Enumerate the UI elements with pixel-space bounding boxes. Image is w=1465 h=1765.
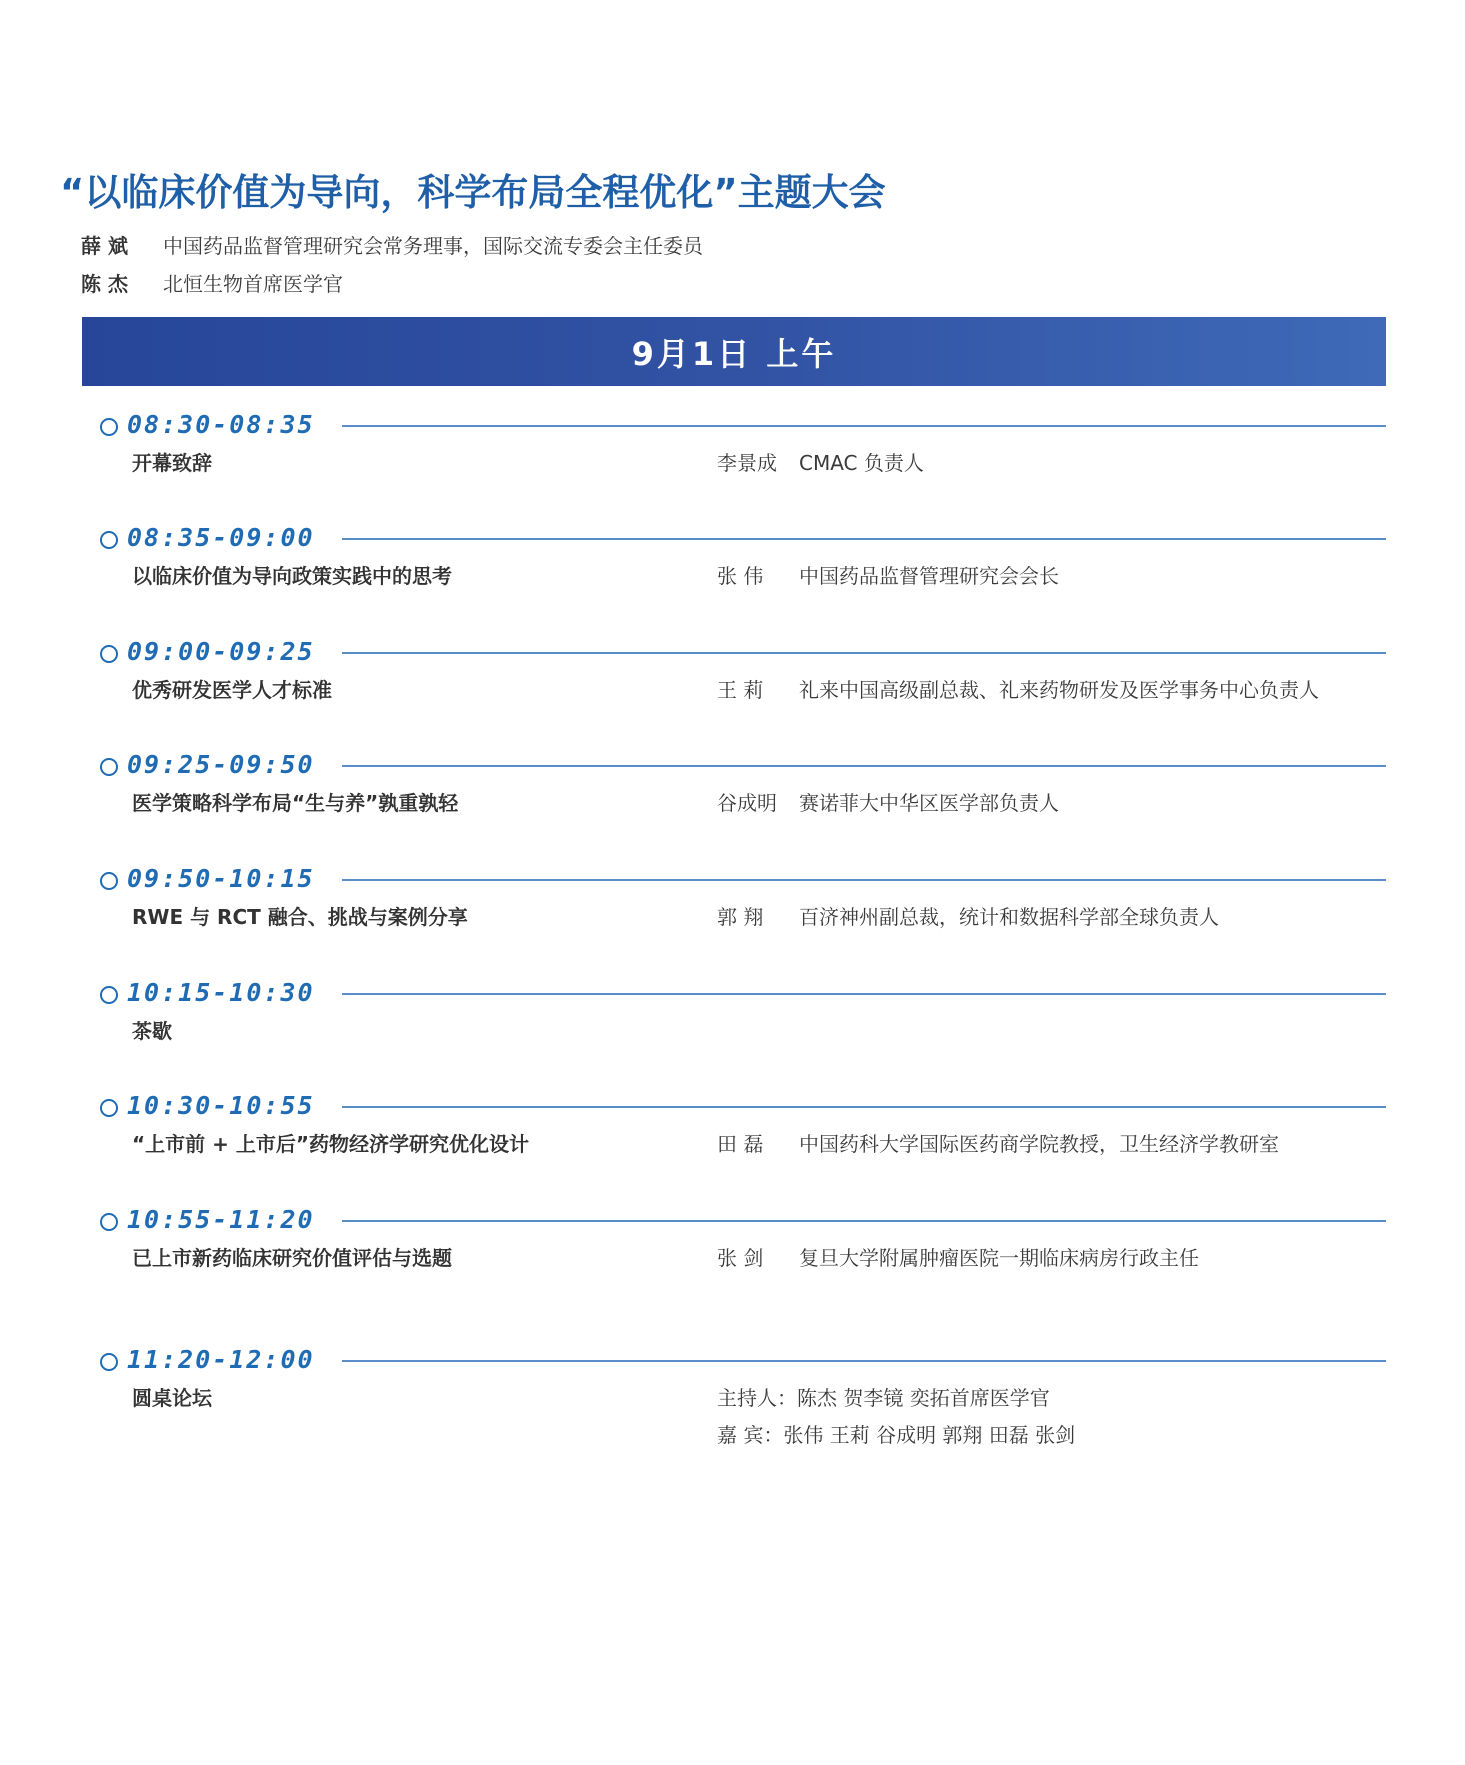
chair-name: 陈 杰	[81, 272, 128, 296]
session-guests	[717, 1419, 1075, 1448]
session-item	[0, 523, 1465, 626]
chair-role: 北恒生物首席医学官	[163, 272, 343, 296]
chair-name: 薛 斌	[81, 234, 128, 258]
speaker-title: 中国药品监督管理研究会会长	[799, 564, 1059, 588]
speaker-title: 中国药科大学国际医药商学院教授，卫生经济学教研室	[799, 1132, 1279, 1156]
divider	[342, 1220, 1386, 1222]
page-title: “以临床价值为导向，科学布局全程优化”主题大会	[60, 171, 886, 214]
session-topic: “上市前 + 上市后”药物经济学研究优化设计	[132, 1132, 529, 1156]
session-topic: 圆桌论坛	[132, 1386, 212, 1410]
session-item	[0, 750, 1465, 853]
circle-marker-icon	[100, 418, 118, 436]
speaker-title: 复旦大学附属肿瘤医院一期临床病房行政主任	[799, 1246, 1199, 1270]
divider	[342, 1360, 1386, 1362]
session-topic: 优秀研发医学人才标准	[132, 678, 332, 702]
circle-marker-icon	[100, 1099, 118, 1117]
speaker-title: 赛诺菲大中华区医学部负责人	[799, 791, 1059, 815]
divider	[342, 538, 1386, 540]
session-item	[0, 637, 1465, 740]
session-topic: 茶歇	[132, 1019, 172, 1043]
session-time: 10:30-10:55	[127, 1091, 315, 1120]
speaker-name: 张 伟	[717, 564, 764, 588]
divider	[342, 993, 1386, 995]
host-label: 主持人：	[717, 1386, 797, 1410]
day-banner-label: 9月1日 上午	[631, 334, 837, 373]
chair-row-1	[81, 230, 703, 259]
guests-names: 张伟 王莉 谷成明 郭翔 田磊 张剑	[783, 1423, 1076, 1447]
speaker-title: 礼来中国高级副总裁、礼来药物研发及医学事务中心负责人	[799, 678, 1319, 702]
session-topic: 以临床价值为导向政策实践中的思考	[132, 564, 452, 588]
chair-role: 中国药品监督管理研究会常务理事，国际交流专委会主任委员	[163, 234, 703, 258]
divider	[342, 652, 1386, 654]
speaker-name: 郭 翔	[717, 905, 764, 929]
speaker-name: 田 磊	[717, 1132, 764, 1156]
circle-marker-icon	[100, 645, 118, 663]
divider	[342, 1106, 1386, 1108]
speaker-name: 张 剑	[717, 1246, 764, 1270]
session-time: 10:55-11:20	[127, 1205, 315, 1234]
host-names: 陈杰 贺李镜 奕拓首席医学官	[797, 1386, 1050, 1410]
session-item	[0, 1345, 1465, 1478]
session-time: 10:15-10:30	[127, 978, 315, 1007]
session-speaker	[717, 787, 1059, 816]
session-host	[717, 1382, 1050, 1411]
session-item	[0, 864, 1465, 967]
session-topic: 医学策略科学布局“生与养”孰重孰轻	[132, 791, 459, 815]
session-item	[0, 978, 1465, 1081]
session-speaker	[717, 901, 1219, 930]
speaker-title: 百济神州副总裁，统计和数据科学部全球负责人	[799, 905, 1219, 929]
circle-marker-icon	[100, 872, 118, 890]
circle-marker-icon	[100, 758, 118, 776]
circle-marker-icon	[100, 531, 118, 549]
divider	[342, 765, 1386, 767]
speaker-name: 王 莉	[717, 678, 764, 702]
session-time: 09:50-10:15	[127, 864, 315, 893]
circle-marker-icon	[100, 986, 118, 1004]
session-time: 08:30-08:35	[127, 410, 315, 439]
session-topic: 开幕致辞	[132, 451, 212, 475]
divider	[342, 425, 1386, 427]
circle-marker-icon	[100, 1213, 118, 1231]
chair-row-2	[81, 268, 343, 297]
session-speaker	[717, 1242, 1199, 1271]
speaker-title: CMAC 负责人	[799, 451, 924, 475]
circle-marker-icon	[100, 1353, 118, 1371]
session-speaker	[717, 447, 924, 476]
session-time: 09:00-09:25	[127, 637, 315, 666]
session-item	[0, 1091, 1465, 1194]
session-speaker	[717, 674, 1319, 703]
divider	[342, 879, 1386, 881]
session-item	[0, 1205, 1465, 1308]
session-topic: 已上市新药临床研究价值评估与选题	[132, 1246, 452, 1270]
speaker-name: 谷成明	[717, 791, 777, 815]
speaker-name: 李景成	[717, 451, 777, 475]
guests-label: 嘉 宾：	[717, 1423, 784, 1447]
session-time: 09:25-09:50	[127, 750, 315, 779]
session-topic: RWE 与 RCT 融合、挑战与案例分享	[132, 905, 468, 929]
session-speaker	[717, 560, 1059, 589]
session-time: 11:20-12:00	[127, 1345, 315, 1374]
session-time: 08:35-09:00	[127, 523, 315, 552]
session-speaker	[717, 1128, 1279, 1157]
session-item	[0, 410, 1465, 513]
day-banner	[82, 317, 1386, 386]
